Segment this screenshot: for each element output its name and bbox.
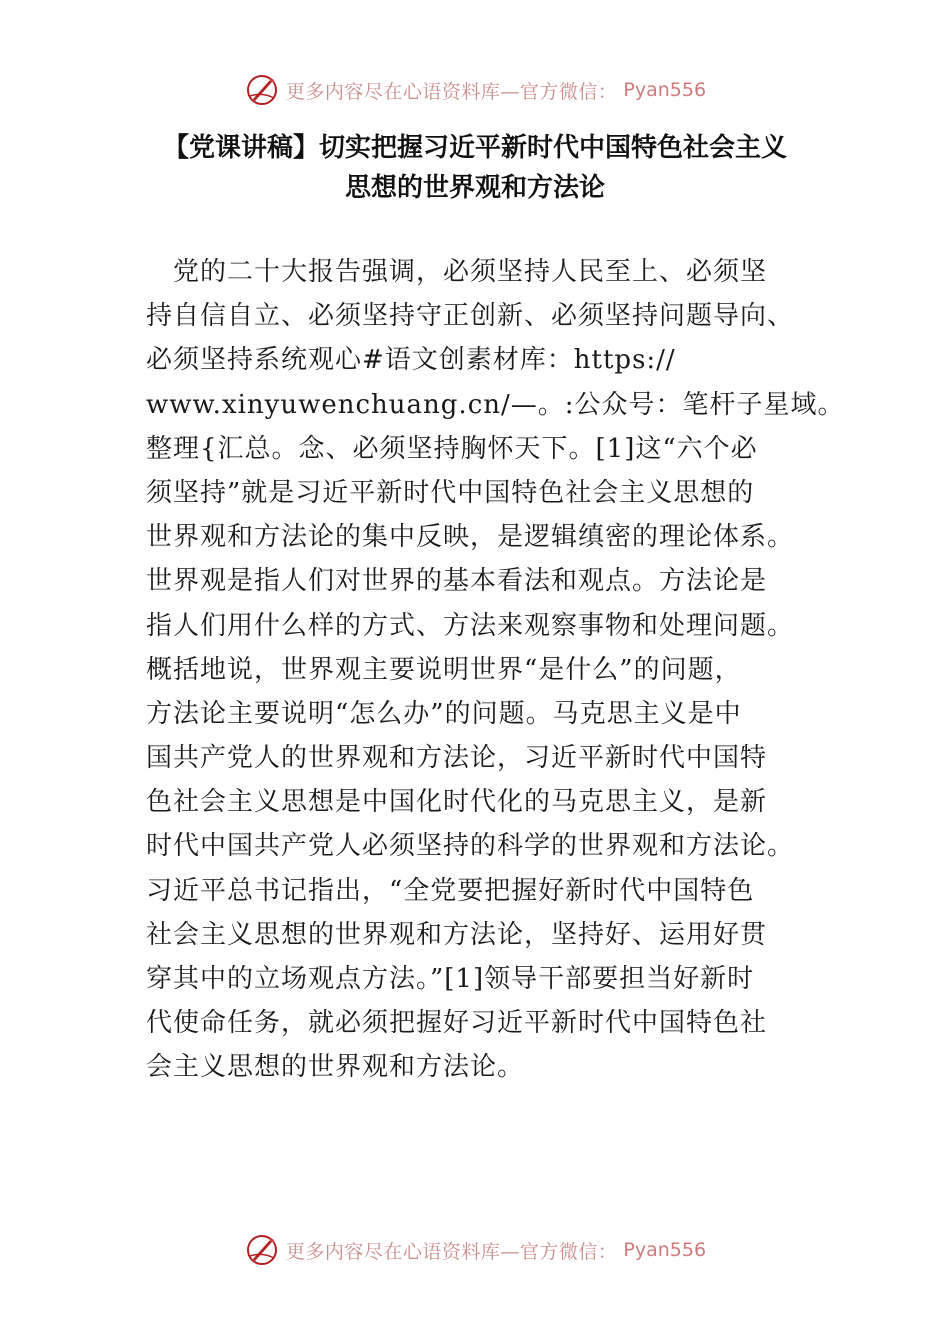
body-line: 持自信自立、必须坚持守正创新、必须坚持问题导向、 [146,301,795,332]
body-line: 代使命任务，就必须把握好习近平新时代中国特色社 [146,1008,768,1039]
body-line: 时代中国共产党人必须坚持的科学的世界观和方法论。 [146,831,795,862]
body-line: 社会主义思想的世界观和方法论，坚持好、运用好贯 [146,919,768,950]
banner-wechat-id: Pyan556 [623,1239,707,1261]
body-line: www.xinyuwenchuang.cn/—。:公众号：笔杆子星域。 [146,389,845,420]
body-line: 必须坚持系统观心#语文创素材库：https:// [146,345,676,376]
body-line: 习近平总书记指出，“全党要把握好新时代中国特色 [146,875,755,906]
body-paragraph [146,250,845,1090]
banner-text: 更多内容尽在心语资料库—官方微信： [285,1240,618,1263]
page-title [90,128,860,208]
body-line: 整理{汇总。念、必须坚持胸怀天下。[1]这“六个必 [146,433,758,464]
banner-wechat-id: Pyan556 [623,79,707,101]
quill-pen-logo-icon [244,1232,280,1268]
body-line: 指人们用什么样的方式、方法来观察事物和处理问题。 [146,610,795,641]
body-line: 会主义思想的世界观和方法论。 [146,1052,525,1083]
footer-banner [0,1232,950,1268]
body-line: 须坚持”就是习近平新时代中国特色社会主义思想的 [146,477,755,508]
title-line: 思想的世界观和方法论 [344,173,605,203]
quill-pen-logo-icon [244,72,280,108]
body-line: 党的二十大报告强调，必须坚持人民至上、必须坚 [146,257,768,287]
body-line: 国共产党人的世界观和方法论，习近平新时代中国特 [146,743,768,774]
title-line: 【党课讲稿】切实把握习近平新时代中国特色社会主义 [162,133,787,163]
header-banner [0,72,950,108]
body-line: 概括地说，世界观主要说明世界“是什么”的问题， [146,654,742,685]
body-line: 世界观是指人们对世界的基本看法和观点。方法论是 [146,566,768,597]
body-line: 穿其中的立场观点方法。”[1]领导干部要担当好新时 [146,964,755,994]
body-line: 方法论主要说明“怎么办”的问题。马克思主义是中 [146,698,742,729]
body-line: 色社会主义思想是中国化时代化的马克思主义，是新 [146,787,768,818]
body-line: 世界观和方法论的集中反映，是逻辑缜密的理论体系。 [146,522,795,553]
banner-text: 更多内容尽在心语资料库—官方微信： [285,80,618,103]
